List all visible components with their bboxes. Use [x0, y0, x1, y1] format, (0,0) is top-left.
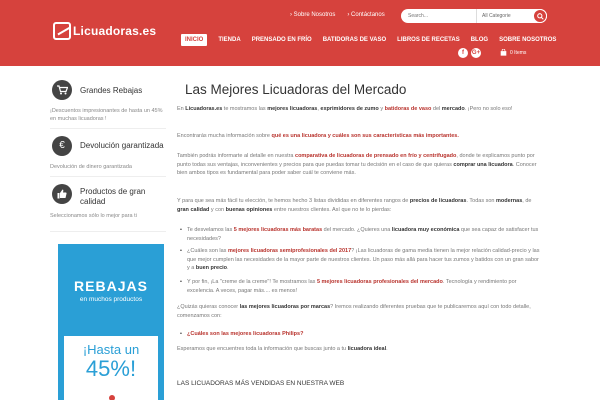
- marcas-paragraph: ¿Quizás quieras conocer las mejores licuadoras por marcas? Iremos realizando diferentes pruebas que te publicaremos aquí con todo detalle, comenzamos con:: [177, 304, 531, 319]
- thumbs-up-icon: [52, 184, 72, 204]
- page-title: Las Mejores Licuadoras del Mercado: [185, 82, 407, 97]
- nav-blog[interactable]: BLOG: [470, 37, 489, 43]
- search-bar: [401, 9, 547, 23]
- nav-tienda[interactable]: TIENDA: [218, 37, 241, 43]
- closing-paragraph: Esperamos que encuentres toda la información que buscas junto a tu licuadora ideal.: [177, 346, 388, 352]
- banner-subtitle: en muchos productos: [79, 296, 143, 303]
- feature-desc: Devolución de dinero garantizada: [50, 164, 132, 170]
- cart-count: 0 Items: [510, 49, 527, 56]
- feature-desc: Seleccionamos sólo lo mejor para ti: [50, 213, 137, 219]
- list-item-philips: [187, 330, 543, 339]
- social-links: [458, 48, 484, 58]
- nav-libros-de-recetas[interactable]: LIBROS DE RECETAS: [397, 37, 460, 43]
- nav-sobre-nosotros[interactable]: SOBRE NOSOTROS: [499, 37, 557, 43]
- bag-icon: [500, 49, 507, 56]
- feature-devolucion: [50, 136, 170, 176]
- list-item-semiprofesionales: • ¿Cuáles son las mejores licuadoras semiprofesionales del 2017? ¡Las licuadoras de gama media tienen la mejor relación calidad-precio y las que mejor cumplen las necesidades de la mayor parte de nuestros clientes. Un paso más allá para hacer tus zumos y batidos con un gran sabor y a buen precio.: [187, 247, 543, 273]
- banner-percent: 45%!: [85, 356, 137, 381]
- logo-text: Licuadoras.es: [73, 24, 157, 38]
- link-semiprofesionales[interactable]: mejores licuadoras semiprofesionales del 2017: [227, 248, 352, 254]
- list-item-profesionales: • Y por fin, ¡La "creme de la creme"! Te mostramos las 5 mejores licuadoras profesionales del mercado. Tecnología y rendimiento por excelencia. A veces, pagar más.... es menos!: [187, 278, 543, 295]
- search-input[interactable]: [408, 11, 470, 21]
- link-batidoras-de-vaso[interactable]: batidoras de vaso: [384, 106, 432, 112]
- banner-discount-box: [64, 336, 158, 400]
- feature-desc: ¡Descuentos impresionantes de hasta un 45% en muchas licuadoras !: [50, 108, 163, 122]
- comparison-paragraph: También podrás informarte al detalle en nuestra comparativa de licuadoras de prensado en frío y centrifugado, donde te explicamos punto por punto todas sus ventajas, inconvenientes y precios para que puedas tomar tu decisión en el caso de que quieras comprar una licuadora. Conocer bien ambos tipos es fundamental para poder saber cuál te conviene más.: [177, 153, 537, 176]
- link-sobre-nosotros[interactable]: › Sobre Nosotros: [290, 12, 335, 18]
- search-button[interactable]: [533, 9, 547, 23]
- link-mas-baratas[interactable]: 5 mejores licuadoras más baratas: [233, 227, 323, 233]
- cart-button[interactable]: [500, 49, 526, 56]
- lists-paragraph: Y para que sea más fácil tu elección, te hemos hecho 3 listas divididas en diferentes rangos de precios de licuadoras. Todas son modernas, de gran calidad y con buenas opiniones entre nuestros clientes. Así que no te lo pierdas:: [177, 198, 532, 213]
- nav-prensado-en-frio[interactable]: PRENSADO EN FRÍO: [251, 37, 312, 43]
- main-nav: [181, 34, 567, 46]
- divider: [50, 176, 166, 177]
- cart-icon: [52, 80, 72, 100]
- link-philips[interactable]: ¿Cuáles son las mejores licuadoras Philips?: [187, 331, 304, 337]
- site-header: [0, 0, 600, 66]
- link-contactanos[interactable]: › Contáctanos: [347, 12, 384, 18]
- top-links: [290, 12, 397, 18]
- google-plus-icon[interactable]: G+: [471, 50, 481, 56]
- link-profesionales[interactable]: 5 mejores licuadoras profesionales del mercado: [316, 279, 443, 285]
- link-comparativa[interactable]: comparativa de licuadoras de prensado en frío y centrifugado: [295, 153, 457, 159]
- search-icon: [537, 13, 544, 20]
- banner-hasta: ¡Hasta un: [82, 342, 140, 357]
- list-item-baratas: • Te desvelamos las 5 mejores licuadoras más baratas del mercado. ¿Quieres una licuadora muy económica que sea capaz de satisfacer tus necesidades?: [187, 226, 543, 243]
- divider: [50, 128, 166, 129]
- scroll-dot[interactable]: [109, 395, 115, 400]
- category-select[interactable]: All Categorie: [476, 9, 523, 23]
- logo-icon: [53, 22, 71, 40]
- feature-title: Devolución garantizada: [80, 141, 164, 150]
- info-paragraph: Encontrarás mucha información sobre qué es una licuadora y cuáles son sus características más importantes.: [177, 133, 459, 139]
- facebook-icon[interactable]: f: [458, 48, 468, 58]
- intro-paragraph: En Licuadoras.es te mostramos las mejores licuadoras, exprimidores de zumo y batidoras de vaso del mercado. ¡Pero no solo eso!: [177, 106, 513, 112]
- feature-title: Productos de gran calidad: [80, 187, 146, 206]
- feature-title: Grandes Rebajas: [80, 86, 143, 95]
- nav-inicio[interactable]: INICIO: [181, 34, 207, 46]
- feature-calidad: [50, 184, 170, 229]
- rebajas-banner[interactable]: [58, 244, 164, 400]
- site-logo[interactable]: [53, 22, 156, 40]
- banner-title: REBAJAS: [74, 278, 148, 294]
- feature-rebajas: [50, 80, 170, 130]
- link-que-es-licuadora[interactable]: qué es una licuadora y cuáles son sus características más importantes.: [271, 133, 459, 139]
- divider: [50, 231, 166, 232]
- euro-icon: €: [52, 136, 72, 156]
- section-title: LAS LICUADORAS MÁS VENDIDAS EN NUESTRA WEB: [177, 380, 345, 387]
- nav-batidoras-de-vaso[interactable]: BATIDORAS DE VASO: [322, 37, 387, 43]
